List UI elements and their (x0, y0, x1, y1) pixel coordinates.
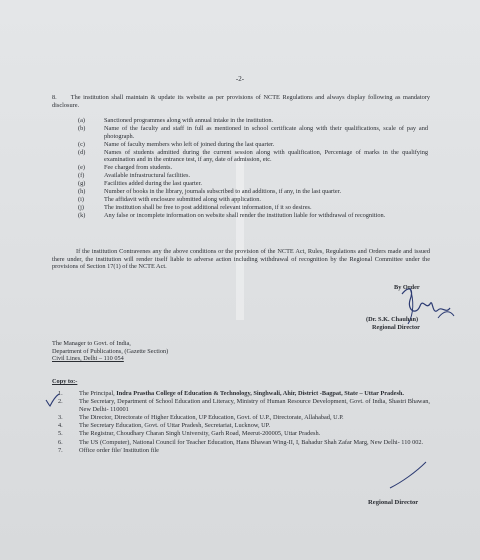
copy-text-plain: The Secretary, Department of School Education and Literacy, Ministry of Human Resource Development, Govt. of India, Shastri Bhawan, New Delhi- 110001 (79, 398, 430, 413)
list-item-label: (d) (78, 148, 86, 156)
copy-text-plain: The Director, Directorate of Higher Education, UP Education, Govt. of U.P., Directorate, Allahabad, U.P. (79, 413, 344, 421)
list-item-text: Number of books in the library, journals subscribed to and additions, if any, in the last quarter. (104, 188, 342, 196)
copy-number: 6. (58, 438, 63, 446)
copy-text (79, 390, 430, 398)
paragraph-number: 8. (52, 94, 57, 101)
list-item (78, 180, 428, 188)
list-item-text: Available infrastructural facilities. (104, 172, 191, 180)
list-item-label: (h) (78, 188, 86, 196)
list-item-label: (g) (78, 180, 86, 188)
copy-text (79, 422, 430, 430)
copy-list (52, 390, 430, 455)
page-number: -2- (235, 75, 245, 83)
copy-text-plain: The Registrar, Choudhary Charan Singh University, Garh Road, Meerut-200005, Uttar Pradesh. (79, 430, 321, 438)
disclosure-list (78, 117, 428, 220)
copy-number: 3. (58, 413, 63, 421)
copy-text-plain: Office order file/ Institution file (79, 446, 159, 454)
list-item-text: Facilities added during the last quarter. (104, 180, 202, 188)
list-item (78, 204, 428, 212)
list-item-label: (f) (78, 172, 85, 180)
copy-text-plain: The US (Computer), National Council for Teacher Education, Hans Bhawan Wing-II, I, Bahadur Shah Zafar Marg, New Delhi- 110 002. (79, 438, 424, 446)
pen-stroke-mark (388, 460, 428, 490)
copy-text (79, 430, 430, 438)
list-item (78, 125, 428, 140)
list-item (78, 188, 428, 196)
signatory-designation: Regional Director (372, 324, 420, 331)
list-item (78, 149, 428, 164)
list-item-text: The affidavit with enclosure submitted along with application. (104, 196, 261, 204)
copy-text (79, 447, 430, 455)
by-order-label: By Order (394, 284, 420, 291)
list-item-text: Name of faculty members who left of joined during the last quarter. (104, 140, 275, 148)
copy-recipient (52, 430, 430, 438)
list-item-text: Name of the faculty and staff in full as mentioned in school certificate along with their qualifications, scale of pay and photograph. (104, 124, 428, 140)
copy-text (79, 398, 430, 413)
list-item-text: Names of students admitted during the current session along with qualification, Percentage of marks in the qualifying examination and in the entrance test, if any, date of admission, etc. (104, 148, 428, 164)
addressee-line: Department of Publications, (Gazette Section) (52, 347, 169, 355)
list-item-text: Fee charged from students. (104, 164, 173, 172)
copy-text (79, 414, 430, 422)
copy-recipient (52, 390, 430, 398)
copy-number: 1. (58, 390, 63, 397)
copy-to-heading: Copy to:- (52, 378, 78, 385)
signatory-name: (Dr. S.K. Chauhan) (366, 316, 419, 323)
list-item-label: (j) (78, 204, 84, 212)
list-item-label: (i) (78, 196, 84, 204)
footer-designation: Regional Director (368, 499, 419, 506)
copy-recipient (52, 422, 430, 430)
contravention-paragraph: If the institution Contravenes any the above conditions or the provision of the NCTE Act, Rules, Regulations and Orders made and issued there under, the institution will render itself liable to adverse action including withdrawal of recognition by the Regional Committee under the provisions of Section 17(1) of the NCTE Act. (52, 248, 430, 271)
paragraph-8 (52, 94, 430, 109)
list-item (78, 196, 428, 204)
list-item-label: (a) (78, 117, 85, 124)
list-item-text: The institution shall be free to post additional relevant information, if it so desires. (104, 204, 312, 212)
list-item-text: Any false or incomplete information on website shall render the institution liable for withdrawal of recognition. (104, 212, 386, 220)
list-item (78, 164, 428, 172)
list-item-text: Sanctioned programmes along with annual intake in the institution. (104, 117, 274, 124)
addressee-line: Civil Lines, Delhi – 110 054 (52, 355, 124, 363)
list-item-label: (k) (78, 212, 86, 220)
copy-recipient (52, 439, 430, 447)
list-item-label: (b) (78, 124, 86, 132)
copy-text-plain: The Principal, (79, 390, 117, 397)
copy-text-plain: The Secretary Education, Govt. of Uttar Pradesh, Secretariat, Lucknow, UP. (79, 422, 271, 430)
copy-number: 7. (58, 446, 63, 454)
copy-text-bold: Indra Prastha College of Education & Technology, Singhwali, Ahir, District -Bagpat, State – Uttar Pradesh. (116, 390, 404, 397)
copy-recipient (52, 398, 430, 413)
addressee-line: The Manager to Govt. of India, (52, 340, 131, 347)
copy-recipient (52, 447, 430, 455)
copy-number: 2. (58, 398, 63, 406)
list-item (78, 172, 428, 180)
copy-number: 5. (58, 430, 63, 438)
list-item-label: (c) (78, 140, 85, 148)
copy-text (79, 439, 430, 447)
list-item (78, 117, 428, 125)
addressee-block (52, 340, 252, 363)
copy-recipient (52, 414, 430, 422)
list-item (78, 141, 428, 149)
copy-number: 4. (58, 422, 63, 430)
paragraph-text: The institution shall maintain & update its website as per provisions of NCTE Regulations and always display following as mandatory disclosure. (52, 94, 430, 109)
list-item (78, 212, 428, 220)
list-item-label: (e) (78, 164, 85, 172)
